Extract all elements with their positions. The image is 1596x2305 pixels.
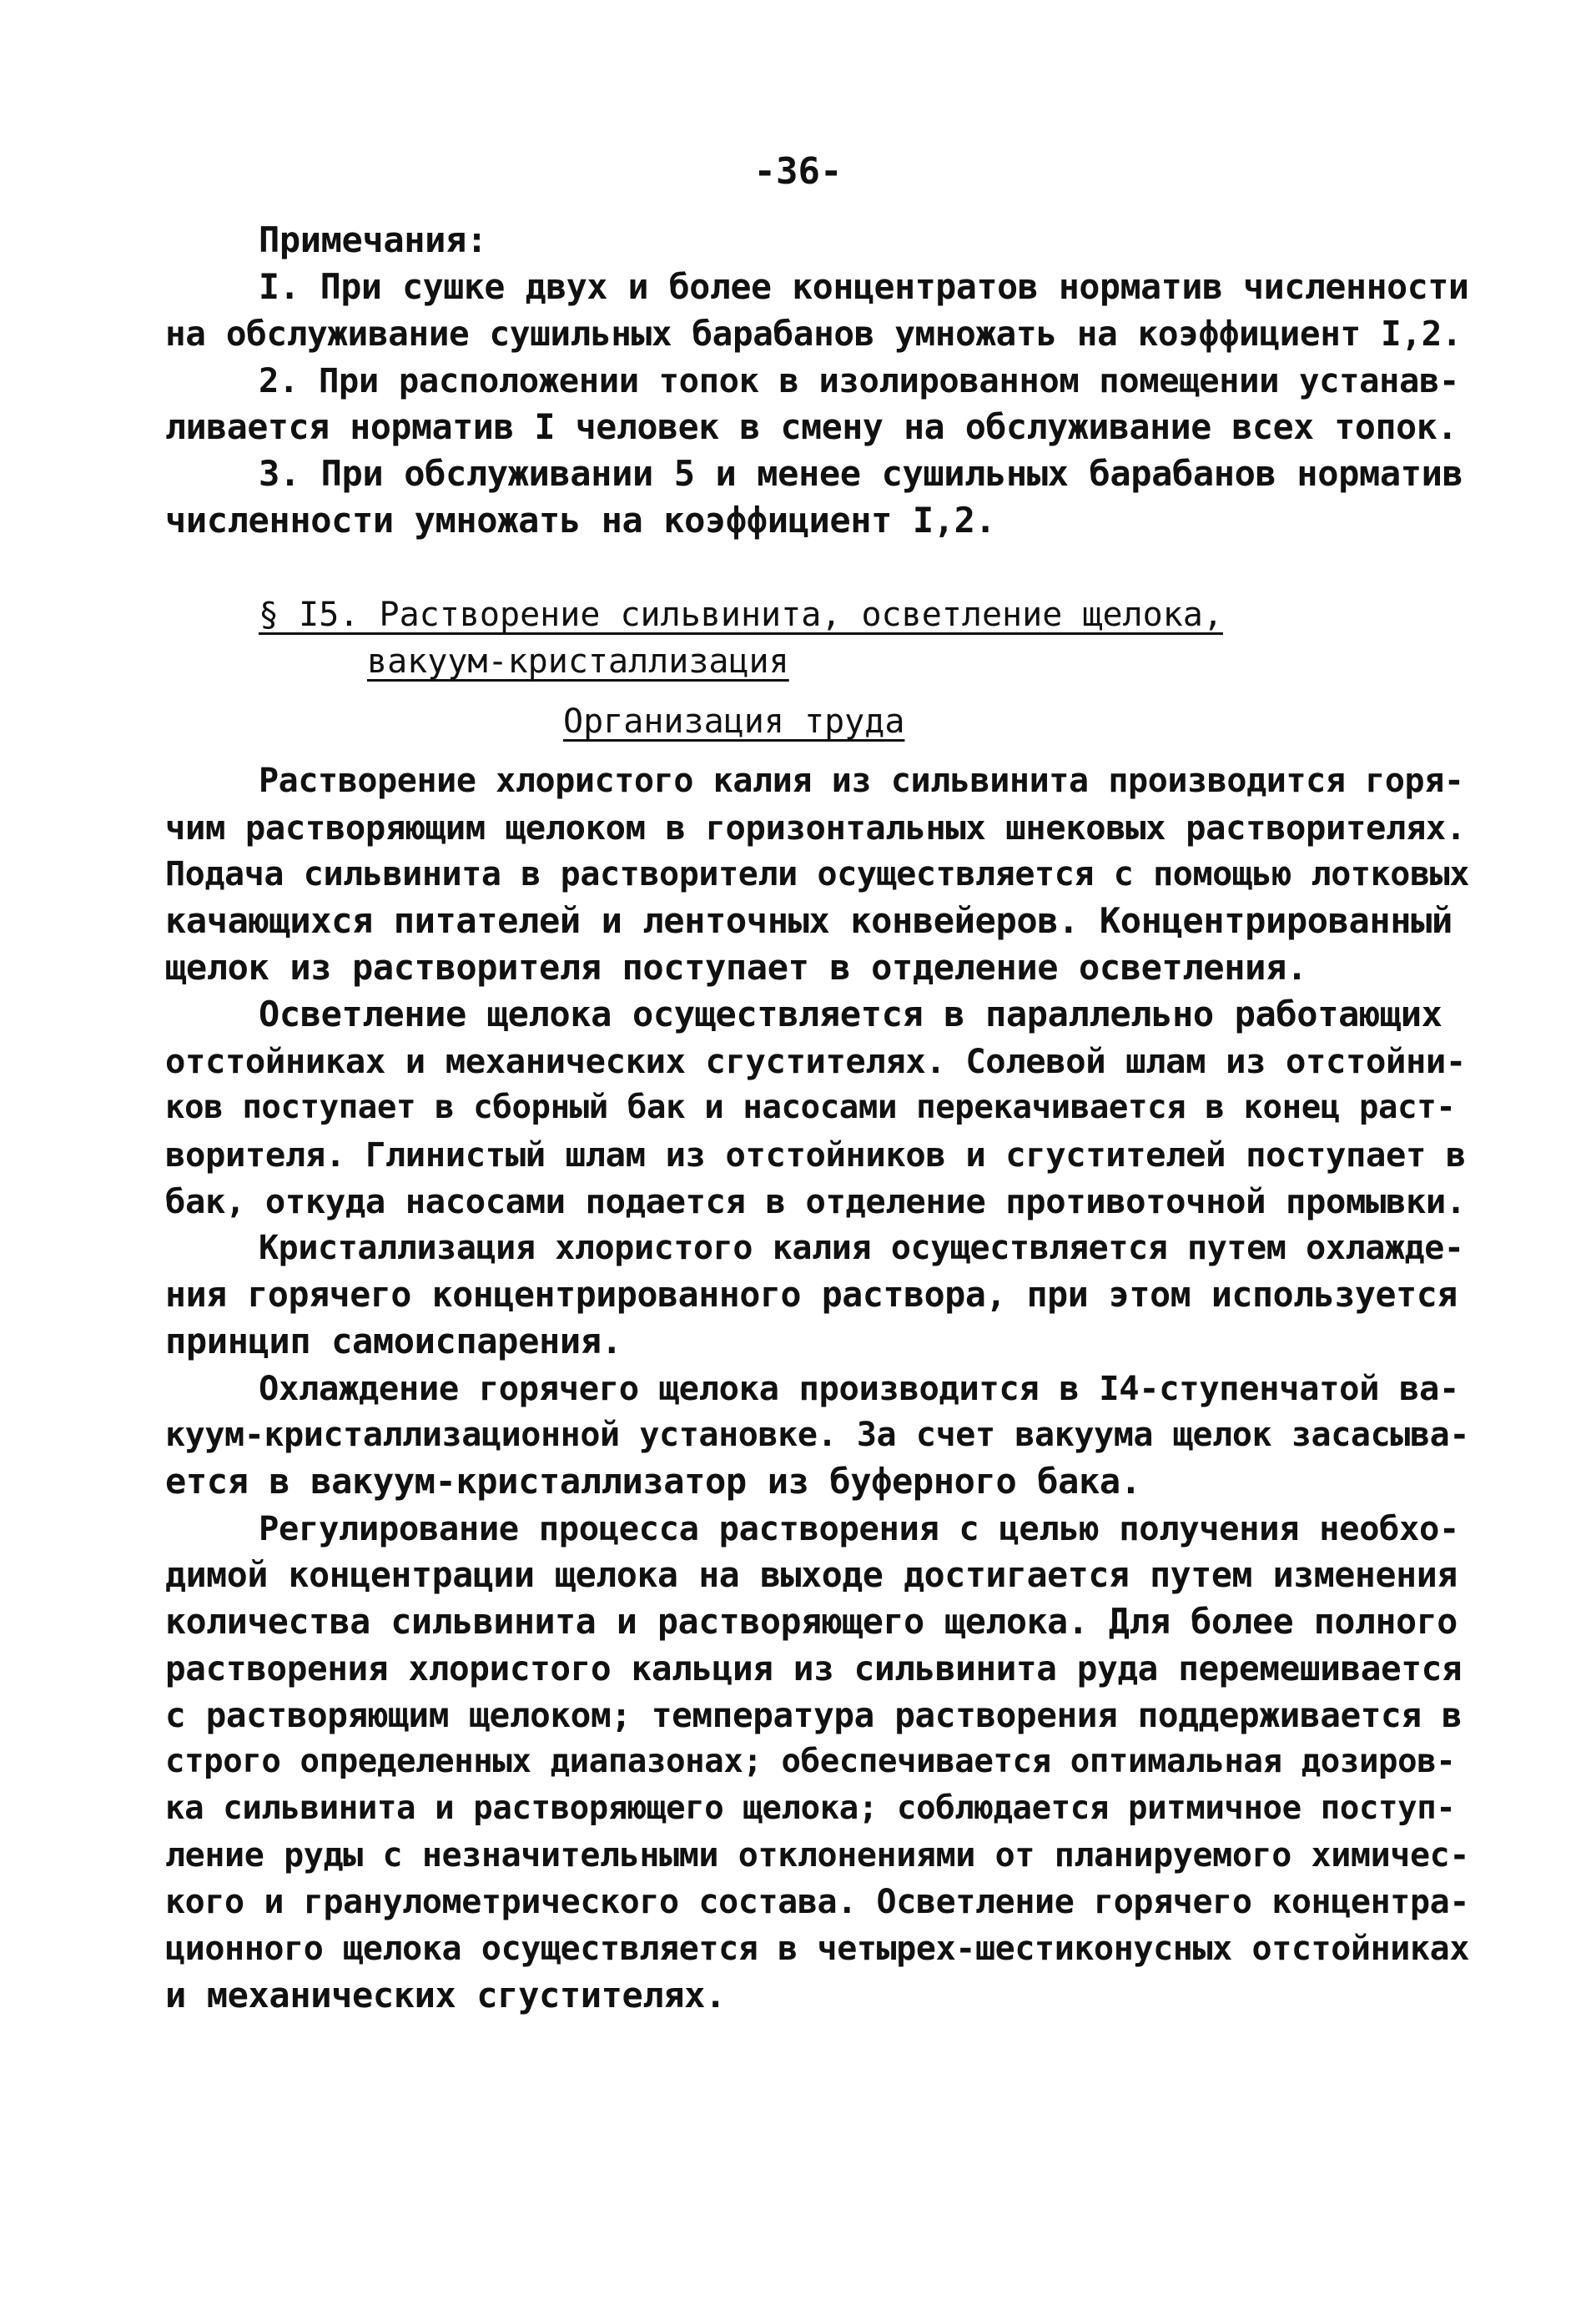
- body-line-19: количества сильвинита и растворяющего щелока. Для более полного: [165, 1601, 1458, 1642]
- body-line-21: с растворяющим щелоком; температура растворения поддерживается в: [165, 1695, 1463, 1735]
- note-line-5: 3. При обслуживании 5 и менее сушильных барабанов норматив: [259, 453, 1463, 494]
- note-line-3: 2. При расположении топок в изолированном помещении устанав-: [259, 360, 1459, 400]
- notes-title: Примечания:: [259, 219, 487, 260]
- section-heading-line-1: § I5. Растворение сильвинита, осветление щелока,: [259, 596, 1223, 634]
- body-line-4: качающихся питателей и ленточных конвейеров. Концентрированный: [165, 900, 1453, 941]
- body-line-18: димой концентрации щелока на выходе достигается путем изменения: [165, 1554, 1458, 1595]
- body-line-14: Охлаждение горячего щелока производится в I4-ступенчатой ва-: [259, 1368, 1459, 1408]
- body-line-10: бак, откуда насосами подается в отделение противоточной промывки.: [165, 1181, 1466, 1221]
- body-line-12: ния горячего концентрированного раствора, при этом используется: [165, 1274, 1458, 1315]
- body-line-1: Растворение хлористого калия из сильвинита производится горя-: [259, 762, 1464, 800]
- body-line-17: Регулирование процесса растворения с целью получения необхо-: [259, 1508, 1459, 1548]
- body-line-13: принцип самоиспарения.: [165, 1321, 622, 1361]
- section-heading-line-2: вакуум-кристаллизация: [367, 642, 789, 681]
- body-line-24: ление руды с незначительными отклонениями от планируемого химичес-: [165, 1836, 1470, 1875]
- body-line-15: куум-кристаллизационной установке. За счет вакуума щелок засасыва-: [165, 1416, 1470, 1454]
- body-line-25: кого и гранулометрического состава. Осветление горячего концентра-: [165, 1883, 1470, 1921]
- page-number: -36-: [753, 150, 843, 193]
- body-line-7: отстойниках и механических сгустителях. Солевой шлам из отстойни-: [165, 1041, 1466, 1081]
- body-line-26: ционного щелока осуществляется в четырех-шестиконусных отстойниках: [165, 1930, 1470, 1968]
- body-line-2: чим растворяющим щелоком в горизонтальных шнековых растворителях.: [165, 808, 1466, 848]
- note-line-2: на обслуживание сушильных барабанов умножать на коэффициент I,2.: [165, 314, 1463, 354]
- body-line-3: Подача сильвинита в растворители осуществляется с помощью лотковых: [165, 855, 1470, 893]
- body-line-11: Кристаллизация хлористого калия осуществляется путем охлажде-: [259, 1229, 1464, 1267]
- body-line-23: ка сильвинита и растворяющего щелока; соблюдается ритмичное поступ-: [165, 1789, 1456, 1827]
- body-line-5: щелок из растворителя поступает в отделение осветления.: [165, 947, 1307, 988]
- section-subheading: Организация труда: [563, 702, 905, 741]
- body-line-27: и механических сгустителях.: [165, 1975, 726, 2016]
- body-line-22: строго определенных диапазонах; обеспечивается оптимальная дозиров-: [165, 1743, 1456, 1780]
- body-line-6: Осветление щелока осуществляется в параллельно работающих: [259, 994, 1442, 1034]
- note-line-4: ливается норматив I человек в смену на обслуживание всех топок.: [165, 406, 1458, 447]
- note-line-1: I. При сушке двух и более концентратов норматив численности: [259, 266, 1469, 307]
- body-line-16: ется в вакуум-кристаллизатор из буферного бака.: [165, 1461, 1141, 1502]
- note-line-6: численности умножать на коэффициент I,2.: [165, 500, 996, 541]
- body-line-8: ков поступает в сборный бак и насосами перекачивается в конец раст-: [165, 1089, 1456, 1126]
- body-line-20: растворения хлористого кальция из сильвинита руда перемешивается: [165, 1648, 1463, 1688]
- body-line-9: ворителя. Глинистый шлам из отстойников и сгустителей поступает в: [165, 1135, 1466, 1175]
